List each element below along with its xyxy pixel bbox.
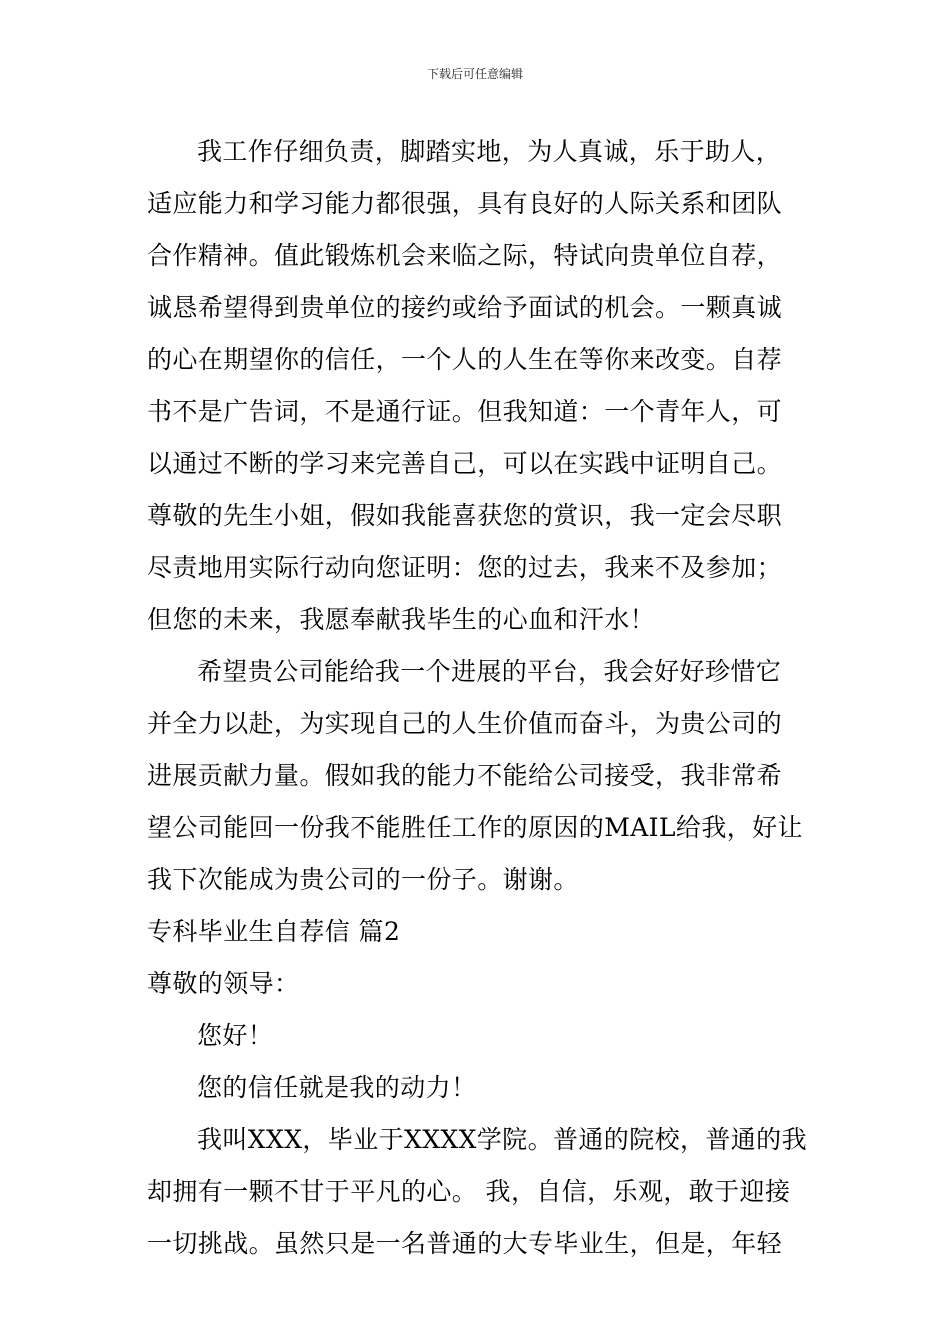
text-line: 的心在期望你的信任，一个人的人生在等你来改变。自荐 <box>147 345 783 374</box>
text-line: 以通过不断的学习来完善自己，可以在实践中证明自己。 <box>147 449 783 478</box>
text-line: 书不是广告词，不是通行证。但我知道：一个青年人，可 <box>147 397 783 426</box>
text-line: 望公司能回一份我不能胜任工作的原因的MAIL给我，好让 <box>147 813 803 842</box>
salutation: 尊敬的领导： <box>147 969 300 998</box>
text-line: 尊敬的先生小姐，假如我能喜获您的赏识，我一定会尽职 <box>147 501 783 530</box>
text-line: 却拥有一颗不甘于平凡的心。 我，自信，乐观，敢于迎接 <box>147 1177 791 1206</box>
text-line: 并全力以赴，为实现自己的人生价值而奋斗，为贵公司的 <box>147 709 783 738</box>
text-line: 我叫XXX，毕业于XXXX学院。普通的院校，普通的我 <box>197 1125 807 1154</box>
greeting: 您好！ <box>197 1021 274 1050</box>
text-line: 希望贵公司能给我一个进展的平台，我会好好珍惜它 <box>197 657 782 686</box>
text-line: 我工作仔细负责，脚踏实地，为人真诚，乐于助人， <box>197 137 782 166</box>
text-line: 您的信任就是我的动力！ <box>197 1073 477 1102</box>
text-line: 合作精神。值此锻炼机会来临之际，特试向贵单位自荐， <box>147 241 783 270</box>
text-line: 一切挑战。虽然只是一名普通的大专毕业生，但是，年轻 <box>147 1229 783 1258</box>
text-line: 适应能力和学习能力都很强，具有良好的人际关系和团队 <box>147 189 783 218</box>
section-heading: 专科毕业生自荐信 篇2 <box>147 917 401 946</box>
text-line: 进展贡献力量。假如我的能力不能给公司接受，我非常希 <box>147 761 783 790</box>
text-line: 尽责地用实际行动向您证明：您的过去，我来不及参加； <box>147 553 783 582</box>
text-line: 诚恳希望得到贵单位的接约或给予面试的机会。一颗真诚 <box>147 293 783 322</box>
page-header: 下载后可任意编辑 <box>426 67 523 81</box>
text-line: 但您的未来，我愿奉献我毕生的心血和汗水！ <box>147 605 656 634</box>
text-line: 我下次能成为贵公司的一份子。谢谢。 <box>147 865 579 894</box>
document-body <box>147 126 807 1270</box>
